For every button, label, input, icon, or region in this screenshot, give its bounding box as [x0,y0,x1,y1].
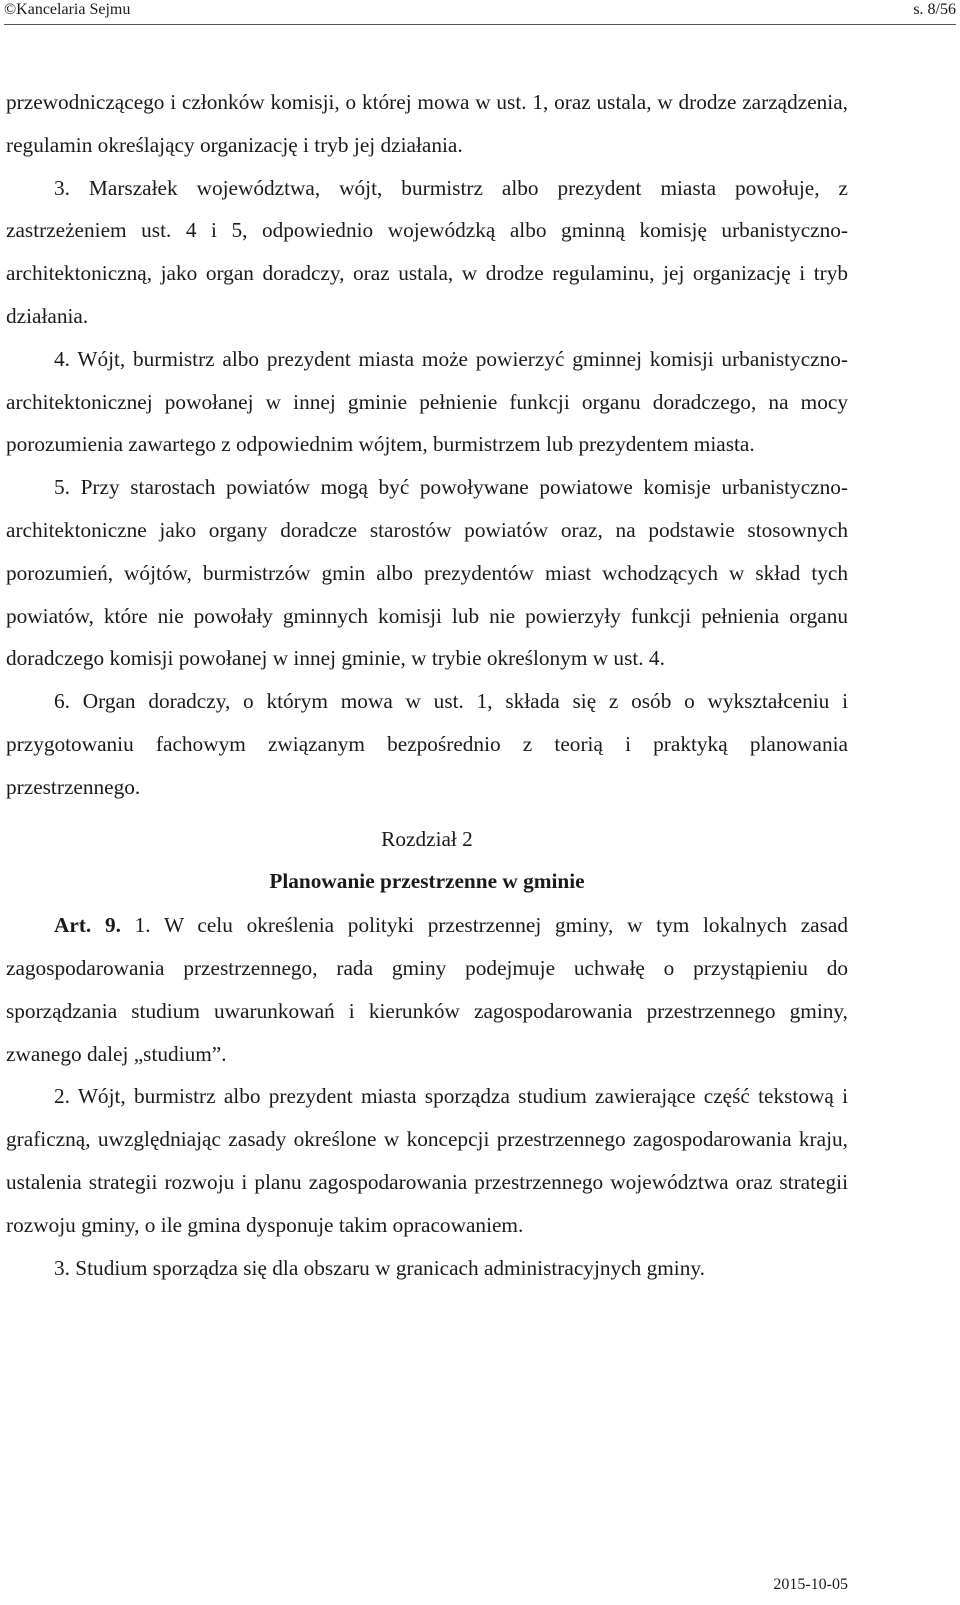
paragraph-text: W celu określenia polityki przestrzennej gminy, w tym lokalnych zasad zagospodarowania przestrzennego, rada gminy podejmuje uchwałę o przystąpieniu do sporządzania studium uwarunkowań i kierunków zagospodarowania przestrzennego gminy, zwanego dalej „studium”. [6,913,848,1066]
header-divider [4,24,956,25]
publisher-label: ©Kancelaria Sejmu [4,1,131,18]
paragraph-ust-4: 4. Wójt, burmistrz albo prezydent miasta może powierzyć gminnej komisji urbanistyczno-architektonicznej powołanej w innej gminie pełnienie funkcji organu doradczego, na mocy porozumienia zawartego z odpowiednim wójtem, burmistrzem lub prezydentem miasta. [6,346,848,457]
document-body [6,81,848,1289]
chapter-title: Planowanie przestrzenne w gminie [269,869,585,894]
article-9-paragraph-2: 2. Wójt, burmistrz albo prezydent miasta sporządza studium zawierające część tekstową i graficzną, uwzględniając zasady określone w koncepcji przestrzennego zagospodarowania kraju, ustalenia strategii rozwoju i planu zagospodarowania przestrzennego województwa oraz strategii rozwoju gminy, o ile gmina dysponuje takim opracowaniem. [6,1084,848,1237]
article-9-paragraph-1 [6,904,848,1075]
article-label: Art. 9. [54,913,121,938]
footer-date: 2015-10-05 [773,1576,848,1593]
paragraph-ust-3: 3. Marszałek województwa, wójt, burmistrz albo prezydent miasta powołuje, z zastrzeżeniem ust. 4 i 5, odpowiednio wojewódzką albo gminną komisję urbanistyczno-architektoniczną, jako organ doradczy, oraz ustala, w drodze regulaminu, jej organizację i tryb działania. [6,175,848,328]
paragraph-number: 1. [134,913,151,938]
article-9-paragraph-3: 3. Studium sporządza się dla obszaru w granicach administracyjnych gminy. [54,1255,705,1280]
paragraph-ust-6: 6. Organ doradczy, o którym mowa w ust. 1, składa się z osób o wykształceniu i przygotowaniu fachowym związanym bezpośrednio z teorią i praktyką planowania przestrzennego. [6,689,848,799]
paragraph-ust-5: 5. Przy starostach powiatów mogą być powoływane powiatowe komisje urbanistyczno-architektoniczne jako organy doradcze starostów powiatów oraz, na podstawie stosownych porozumień, wójtów, burmistrzów gmin albo prezydentów miast wchodzących w skład tych powiatów, które nie powołały gminnych komisji lub nie powierzyły funkcji pełnienia organu doradczego komisji powołanej w innej gminie, w trybie określonym w ust. 4. [6,475,848,671]
paragraph-continued: przewodniczącego i członków komisji, o której mowa w ust. 1, oraz ustala, w drodze zarządzenia, regulamin określający organizację i tryb jej działania. [6,90,848,157]
page-header [4,0,956,26]
chapter-number: Rozdział 2 [381,826,473,851]
page-number: s. 8/56 [913,1,956,18]
